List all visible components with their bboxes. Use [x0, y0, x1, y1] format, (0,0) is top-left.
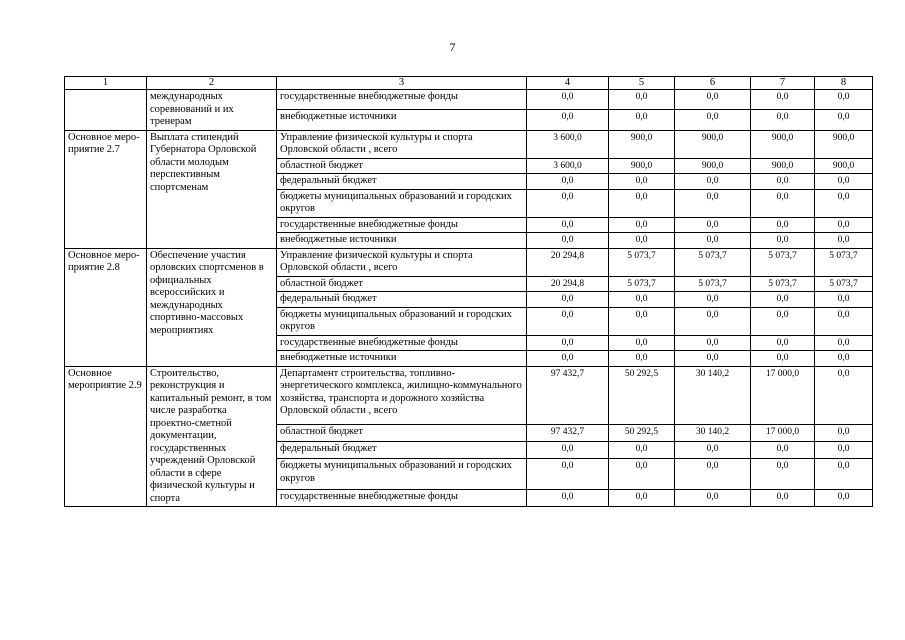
event-name-cell	[65, 90, 147, 131]
amount-cell: 0,0	[815, 335, 873, 351]
event-name-cell: Основное меро-приятие 2.8	[65, 248, 147, 366]
funding-source-cell: внебюджетные источники	[277, 110, 527, 130]
event-description-cell: Обеспечение участия орловских спортсменов в официальных всероссийских и международных спортивно-массовых мероприятиях	[147, 248, 277, 366]
amount-cell: 0,0	[815, 110, 873, 130]
amount-cell: 0,0	[815, 189, 873, 217]
table-row	[65, 130, 873, 158]
amount-cell: 0,0	[815, 424, 873, 441]
amount-cell: 0,0	[527, 217, 609, 233]
page-number: 7	[449, 40, 456, 54]
amount-cell: 0,0	[527, 459, 609, 490]
amount-cell: 0,0	[751, 217, 815, 233]
amount-cell: 0,0	[675, 233, 751, 249]
amount-cell: 0,0	[675, 335, 751, 351]
funding-source-cell: государственные внебюджетные фонды	[277, 489, 527, 506]
amount-cell: 50 292,5	[609, 424, 675, 441]
amount-cell: 5 073,7	[751, 248, 815, 276]
table-row	[65, 90, 873, 110]
header-col-7: 7	[751, 77, 815, 90]
amount-cell: 0,0	[815, 292, 873, 308]
event-description-cell: Выплата стипендий Губернатора Орловской области молодым перспективным спортсменам	[147, 130, 277, 248]
amount-cell: 900,0	[751, 130, 815, 158]
funding-source-cell: областной бюджет	[277, 158, 527, 174]
amount-cell: 5 073,7	[815, 276, 873, 292]
amount-cell: 0,0	[815, 174, 873, 190]
amount-cell: 0,0	[527, 292, 609, 308]
funding-source-cell: Управление физической культуры и спорта Орловской области , всего	[277, 130, 527, 158]
amount-cell: 0,0	[815, 489, 873, 506]
event-name-cell: Основное мероприятие 2.9	[65, 366, 147, 507]
amount-cell: 0,0	[527, 351, 609, 367]
amount-cell: 0,0	[527, 110, 609, 130]
amount-cell: 900,0	[609, 158, 675, 174]
amount-cell: 0,0	[609, 441, 675, 458]
amount-cell: 0,0	[527, 489, 609, 506]
amount-cell: 0,0	[751, 174, 815, 190]
event-description-cell: международных соревнований и их тренерам	[147, 90, 277, 131]
header-col-1: 1	[65, 77, 147, 90]
amount-cell: 0,0	[609, 459, 675, 490]
funding-source-cell: Управление физической культуры и спорта Орловской области , всего	[277, 248, 527, 276]
amount-cell: 0,0	[527, 90, 609, 110]
amount-cell: 0,0	[675, 292, 751, 308]
amount-cell: 900,0	[815, 130, 873, 158]
amount-cell: 0,0	[751, 489, 815, 506]
amount-cell: 0,0	[751, 307, 815, 335]
amount-cell: 900,0	[815, 158, 873, 174]
amount-cell: 0,0	[609, 351, 675, 367]
amount-cell: 50 292,5	[609, 366, 675, 424]
funding-source-cell: бюджеты муниципальных образований и городских округов	[277, 307, 527, 335]
amount-cell: 0,0	[609, 174, 675, 190]
amount-cell: 5 073,7	[609, 248, 675, 276]
amount-cell: 3 600,0	[527, 130, 609, 158]
amount-cell: 0,0	[527, 307, 609, 335]
amount-cell: 0,0	[527, 174, 609, 190]
amount-cell: 0,0	[527, 189, 609, 217]
amount-cell: 0,0	[675, 351, 751, 367]
amount-cell: 97 432,7	[527, 366, 609, 424]
amount-cell: 0,0	[751, 292, 815, 308]
amount-cell: 0,0	[675, 217, 751, 233]
amount-cell: 0,0	[751, 189, 815, 217]
amount-cell: 900,0	[675, 158, 751, 174]
amount-cell: 0,0	[815, 90, 873, 110]
amount-cell: 0,0	[815, 307, 873, 335]
funding-source-cell: Департамент строительства, топливно-энергетического комплекса, жилищно-коммунального хозяйства, транспорта и дорожного хозяйства Орловской области , всего	[277, 366, 527, 424]
amount-cell: 0,0	[609, 233, 675, 249]
header-col-2: 2	[147, 77, 277, 90]
table-body	[65, 90, 873, 507]
header-col-3: 3	[277, 77, 527, 90]
amount-cell: 0,0	[675, 189, 751, 217]
amount-cell: 0,0	[609, 489, 675, 506]
amount-cell: 0,0	[815, 366, 873, 424]
event-name-cell: Основное меро-приятие 2.7	[65, 130, 147, 248]
funding-source-cell: федеральный бюджет	[277, 441, 527, 458]
amount-cell: 0,0	[815, 441, 873, 458]
amount-cell: 0,0	[675, 441, 751, 458]
amount-cell: 0,0	[527, 441, 609, 458]
amount-cell: 5 073,7	[675, 276, 751, 292]
header-col-6: 6	[675, 77, 751, 90]
amount-cell: 0,0	[609, 292, 675, 308]
event-description-cell: Строительство, реконструкция и капитальный ремонт, в том числе разработка проектно-сметной документации, государственных учреждений Орловской области в сфере физической культуры и спорта	[147, 366, 277, 507]
table-row	[65, 366, 873, 424]
amount-cell: 0,0	[527, 335, 609, 351]
table-row	[65, 248, 873, 276]
amount-cell: 0,0	[609, 90, 675, 110]
header-col-4: 4	[527, 77, 609, 90]
amount-cell: 0,0	[527, 233, 609, 249]
amount-cell: 20 294,8	[527, 276, 609, 292]
amount-cell: 0,0	[815, 233, 873, 249]
amount-cell: 30 140,2	[675, 424, 751, 441]
amount-cell: 20 294,8	[527, 248, 609, 276]
amount-cell: 30 140,2	[675, 366, 751, 424]
amount-cell: 0,0	[675, 459, 751, 490]
amount-cell: 5 073,7	[815, 248, 873, 276]
amount-cell: 0,0	[751, 441, 815, 458]
amount-cell: 0,0	[675, 90, 751, 110]
funding-source-cell: бюджеты муниципальных образований и городских округов	[277, 459, 527, 490]
amount-cell: 0,0	[609, 307, 675, 335]
funding-source-cell: областной бюджет	[277, 276, 527, 292]
amount-cell: 0,0	[675, 110, 751, 130]
funding-source-cell: бюджеты муниципальных образований и городских округов	[277, 189, 527, 217]
amount-cell: 0,0	[751, 110, 815, 130]
amount-cell: 0,0	[751, 459, 815, 490]
amount-cell: 0,0	[609, 110, 675, 130]
amount-cell: 5 073,7	[609, 276, 675, 292]
amount-cell: 0,0	[609, 217, 675, 233]
funding-source-cell: внебюджетные источники	[277, 233, 527, 249]
amount-cell: 0,0	[751, 233, 815, 249]
amount-cell: 5 073,7	[751, 276, 815, 292]
funding-source-cell: государственные внебюджетные фонды	[277, 217, 527, 233]
amount-cell: 0,0	[609, 189, 675, 217]
amount-cell: 3 600,0	[527, 158, 609, 174]
funding-source-cell: федеральный бюджет	[277, 174, 527, 190]
funding-source-cell: областной бюджет	[277, 424, 527, 441]
amount-cell: 0,0	[815, 459, 873, 490]
header-col-8: 8	[815, 77, 873, 90]
funding-source-cell: внебюджетные источники	[277, 351, 527, 367]
amount-cell: 0,0	[609, 335, 675, 351]
amount-cell: 0,0	[751, 335, 815, 351]
funding-source-cell: федеральный бюджет	[277, 292, 527, 308]
funding-source-cell: государственные внебюджетные фонды	[277, 335, 527, 351]
amount-cell: 0,0	[751, 351, 815, 367]
table-header	[65, 77, 873, 90]
amount-cell: 900,0	[751, 158, 815, 174]
amount-cell: 17 000,0	[751, 366, 815, 424]
amount-cell: 97 432,7	[527, 424, 609, 441]
amount-cell: 0,0	[815, 351, 873, 367]
header-col-5: 5	[609, 77, 675, 90]
amount-cell: 0,0	[751, 90, 815, 110]
amount-cell: 900,0	[609, 130, 675, 158]
amount-cell: 0,0	[815, 217, 873, 233]
amount-cell: 0,0	[675, 174, 751, 190]
amount-cell: 0,0	[675, 489, 751, 506]
amount-cell: 17 000,0	[751, 424, 815, 441]
budget-table	[64, 76, 873, 507]
amount-cell: 0,0	[675, 307, 751, 335]
funding-source-cell: государственные внебюджетные фонды	[277, 90, 527, 110]
amount-cell: 900,0	[675, 130, 751, 158]
amount-cell: 5 073,7	[675, 248, 751, 276]
